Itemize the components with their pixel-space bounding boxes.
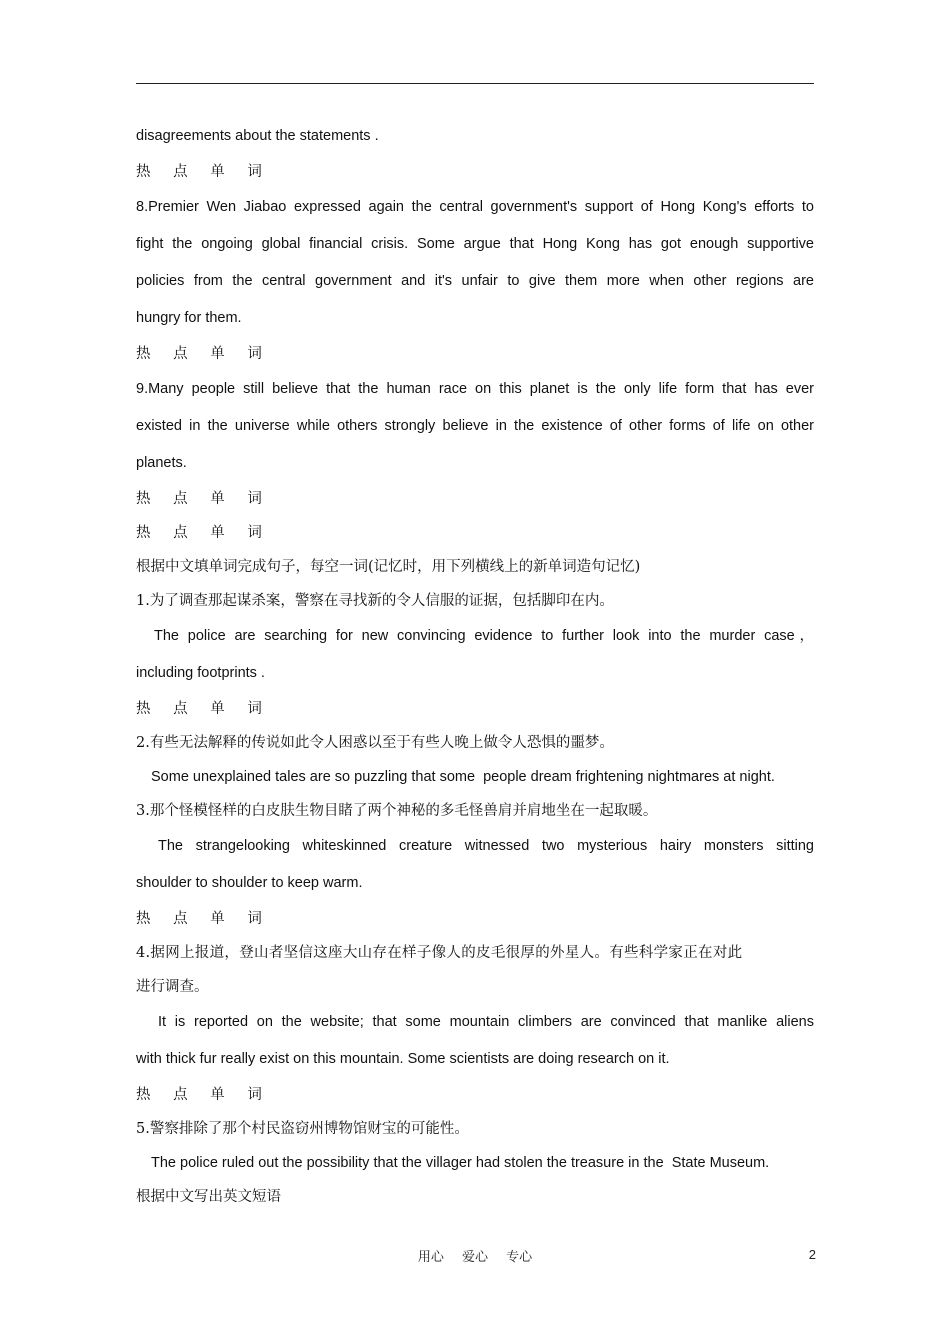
- sentence-1-english-line-1: The police are searching for new convincing evidence to further look into the murder case，: [154, 628, 814, 644]
- item-8-line-3: policies from the central government and it's unfair to give them more when other regions are: [136, 273, 814, 289]
- hot-words-label: 热 点 单 词: [136, 525, 271, 541]
- sentence-1-chinese: 1.为了调查那起谋杀案，警察在寻找新的令人信服的证据，包括脚印在内。: [136, 593, 614, 609]
- sentence-5-chinese: 5.警察排除了那个村民盗窃州博物馆财宝的可能性。: [136, 1121, 469, 1137]
- sentence-2-english: Some unexplained tales are so puzzling that some people dream frightening nightmares at night.: [151, 769, 775, 785]
- item-9-line-1: 9.Many people still believe that the human race on this planet is the only life form that has ever: [136, 381, 814, 397]
- hot-words-label: 热 点 单 词: [136, 701, 271, 717]
- sentence-1-english-line-2: including footprints .: [136, 665, 265, 681]
- sentence-4-english-line-1: It is reported on the website; that some mountain climbers are convinced that manlike aliens: [158, 1014, 814, 1030]
- phrases-instruction: 根据中文写出英文短语: [136, 1189, 281, 1205]
- sentence-4-chinese-line-2: 进行调查。: [136, 979, 209, 995]
- sentence-3-chinese: 3.那个怪模怪样的白皮肤生物目睹了两个神秘的多毛怪兽肩并肩地坐在一起取暖。: [136, 803, 658, 819]
- item-8-line-4: hungry for them.: [136, 310, 242, 326]
- sentence-5-english: The police ruled out the possibility that the villager had stolen the treasure in the State Museum.: [151, 1155, 770, 1171]
- hot-words-label: 热 点 单 词: [136, 346, 271, 362]
- item-8-line-2: fight the ongoing global financial crisis. Some argue that Hong Kong has got enough supportive: [136, 236, 814, 252]
- item-8-line-1: 8.Premier Wen Jiabao expressed again the central government's support of Hong Kong's efforts to: [136, 199, 814, 215]
- header-rule: [136, 83, 814, 84]
- paragraph-continuation: disagreements about the statements .: [136, 128, 379, 144]
- hot-words-label: 热 点 单 词: [136, 911, 271, 927]
- page-number: 2: [808, 1247, 816, 1262]
- item-9-line-3: planets.: [136, 455, 187, 471]
- footer-motto: 用心 爱心 专心: [417, 1250, 533, 1265]
- sentence-2-chinese: 2.有些无法解释的传说如此令人困惑以至于有些人晚上做令人恐惧的噩梦。: [136, 735, 614, 751]
- sentence-3-english-line-2: shoulder to shoulder to keep warm.: [136, 875, 363, 891]
- sentence-4-chinese-line-1: 4.据网上报道，登山者坚信这座大山存在样子像人的皮毛很厚的外星人。有些科学家正在对此: [136, 945, 743, 961]
- hot-words-label: 热 点 单 词: [136, 1087, 271, 1103]
- item-9-line-2: existed in the universe while others strongly believe in the existence of other forms of life on other: [136, 418, 814, 434]
- hot-words-label: 热 点 单 词: [136, 491, 271, 507]
- sentence-3-english-line-1: The strangelooking whiteskinned creature witnessed two mysterious hairy monsters sitting: [158, 838, 814, 854]
- section-instruction: 根据中文填单词完成句子，每空一词(记忆时，用下列横线上的新单词造句记忆): [136, 559, 641, 575]
- page-body: [136, 118, 814, 1214]
- hot-words-label: 热 点 单 词: [136, 164, 271, 180]
- sentence-4-english-line-2: with thick fur really exist on this mountain. Some scientists are doing research on it.: [136, 1051, 670, 1067]
